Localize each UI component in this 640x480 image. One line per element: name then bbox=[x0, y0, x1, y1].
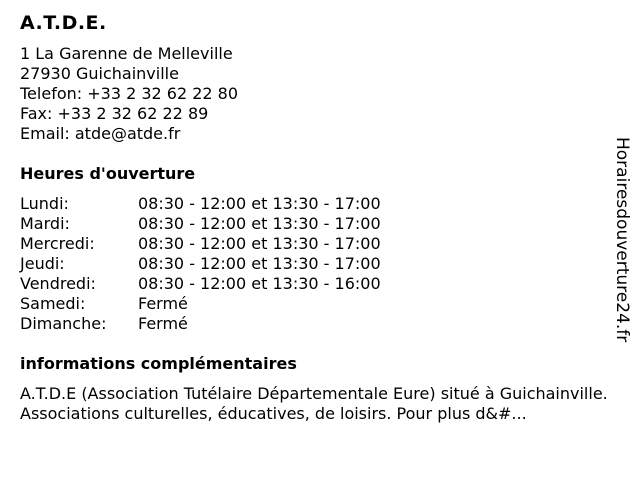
address-street: 1 La Garenne de Melleville bbox=[20, 44, 233, 63]
opening-hours-table bbox=[20, 194, 381, 334]
hours-row-saturday bbox=[20, 294, 381, 314]
time-value: Fermé bbox=[138, 314, 188, 333]
hours-row-monday bbox=[20, 194, 381, 214]
time-value: 08:30 - 12:00 et 13:30 - 17:00 bbox=[138, 254, 381, 273]
day-label: Jeudi: bbox=[20, 254, 65, 273]
opening-hours-heading: Heures d'ouverture bbox=[20, 164, 196, 183]
day-label: Dimanche: bbox=[20, 314, 107, 333]
hours-row-friday bbox=[20, 274, 381, 294]
address-city: 27930 Guichainville bbox=[20, 64, 179, 83]
additional-info-text: A.T.D.E (Association Tutélaire Départementale Eure) situé à Guichainville. Associations culturelles, éducatives, de loisirs. Pour plus d&#... bbox=[20, 384, 608, 423]
hours-row-thursday bbox=[20, 254, 381, 274]
time-value: Fermé bbox=[138, 294, 188, 313]
additional-info-heading: informations complémentaires bbox=[20, 354, 297, 373]
hours-row-sunday bbox=[20, 314, 381, 334]
watermark-text: Horairesdouverture24.fr bbox=[612, 137, 632, 343]
contact-block bbox=[20, 44, 238, 144]
phone-number: Telefon: +33 2 32 62 22 80 bbox=[20, 84, 239, 103]
email-address: Email: atde@atde.fr bbox=[20, 124, 181, 143]
fax-number: Fax: +33 2 32 62 22 89 bbox=[20, 104, 209, 123]
day-label: Samedi: bbox=[20, 294, 86, 313]
hours-row-tuesday bbox=[20, 214, 381, 234]
time-value: 08:30 - 12:00 et 13:30 - 16:00 bbox=[138, 274, 381, 293]
time-value: 08:30 - 12:00 et 13:30 - 17:00 bbox=[138, 194, 381, 213]
time-value: 08:30 - 12:00 et 13:30 - 17:00 bbox=[138, 214, 381, 233]
time-value: 08:30 - 12:00 et 13:30 - 17:00 bbox=[138, 234, 381, 253]
site-watermark bbox=[607, 134, 637, 346]
day-label: Vendredi: bbox=[20, 274, 96, 293]
day-label: Lundi: bbox=[20, 194, 69, 213]
day-label: Mardi: bbox=[20, 214, 70, 233]
hours-row-wednesday bbox=[20, 234, 381, 254]
business-name: A.T.D.E. bbox=[20, 12, 107, 34]
day-label: Mercredi: bbox=[20, 234, 95, 253]
